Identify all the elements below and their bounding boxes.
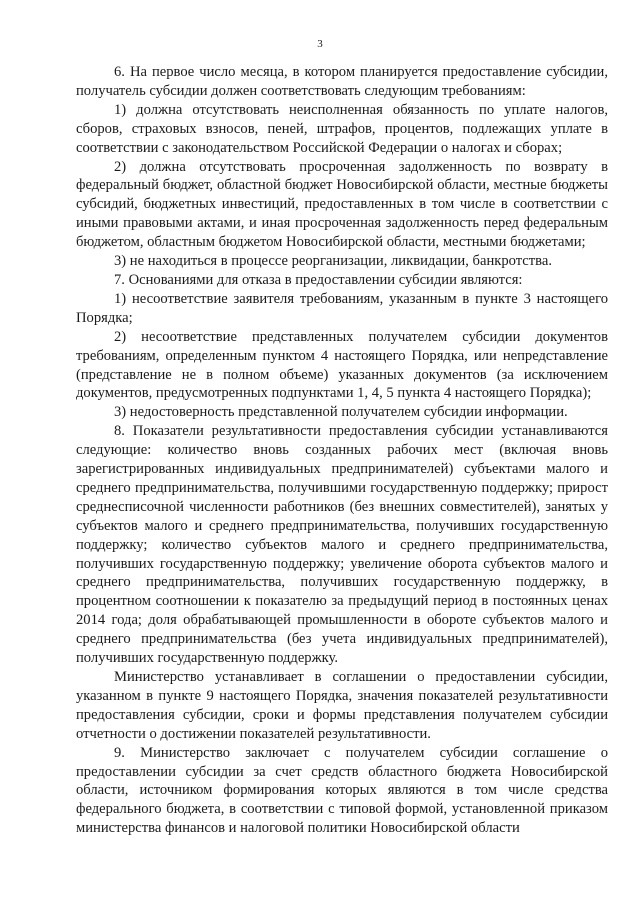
paragraph-6-item-2: 2) должна отсутствовать просроченная задолженность по возврату в федеральный бюджет, областной бюджет Новосибирской области, местные бюджеты субсидий, бюджетных инвестиций, предоставленных в том числе в соответствии с иными правовыми актами, и иная просроченная задолженность перед федеральным бюджетом, областным бюджетом Новосибирской области, местными бюджетами;	[76, 158, 608, 251]
paragraph-7-item-2: 2) несоответствие представленных получателем субсидии документов требованиям, определенным пунктом 4 настоящего Порядка, или непредставление (представление не в полном объеме) указанных документов (за исключением документов, предусмотренных подпунктами 1, 4, 5 пункта 4 настоящего Порядка);	[76, 328, 608, 402]
page-number: 3	[317, 38, 323, 50]
paragraph-9: 9. Министерство заключает с получателем субсидии соглашение о предоставлении субсидии за счет средств областного бюджета Новосибирской области, источником формирования которых являются в том числе средства федерального бюджета, в соответствии с типовой формой, установленной приказом министерства финансов и налоговой политики Новосибирской области	[76, 744, 608, 837]
document-body	[76, 63, 608, 838]
paragraph-7-item-3: 3) недостоверность представленной получателем субсидии информации.	[114, 404, 568, 421]
paragraph-6-intro: 6. На первое число месяца, в котором планируется предоставление субсидии, получатель субсидии должен соответствовать следующим требованиям:	[76, 64, 608, 99]
paragraph-7-intro: 7. Основаниями для отказа в предоставлении субсидии являются:	[114, 271, 523, 288]
paragraph-6-item-1: 1) должна отсутствовать неисполненная обязанность по уплате налогов, сборов, страховых взносов, пеней, штрафов, процентов, подлежащих уплате в соответствии с законодательством Российской Федерации о налогах и сборах;	[76, 101, 608, 156]
paragraph-6-item-3: 3) не находиться в процессе реорганизации, ликвидации, банкротства.	[114, 253, 552, 270]
paragraph-7-item-1: 1) несоответствие заявителя требованиям, указанным в пункте 3 настоящего Порядка;	[76, 290, 608, 326]
paragraph-8: 8. Показатели результативности предоставления субсидии устанавливаются следующие: количество вновь созданных рабочих мест (включая вновь зарегистрированных индивидуальных предпринимателей) субъектами малого и среднего предпринимательства, получившими государственную поддержку; прирост среднесписочной численности работников (без внешних совместителей), занятых у субъектов малого и среднего предпринимательства, получивших государственную поддержку; количество субъектов малого и среднего предпринимательства, получивших государственную поддержку; увеличение оборота субъектов малого и среднего предпринимательства, получивших государственную поддержку, в процентном соотношении к показателю за предыдущий период в постоянных ценах 2014 года; доля обрабатывающей промышленности в обороте субъектов малого и среднего предпринимательства (без учета индивидуальных предпринимателей), получивших государственную поддержку.	[76, 423, 608, 667]
paragraph-8-ministry: Министерство устанавливает в соглашении о предоставлении субсидии, указанном в пункте 9 настоящего Порядка, значения показателей результативности предоставления субсидии, сроки и формы представления получателем субсидии отчетности о достижении показателей результативности.	[76, 669, 608, 742]
